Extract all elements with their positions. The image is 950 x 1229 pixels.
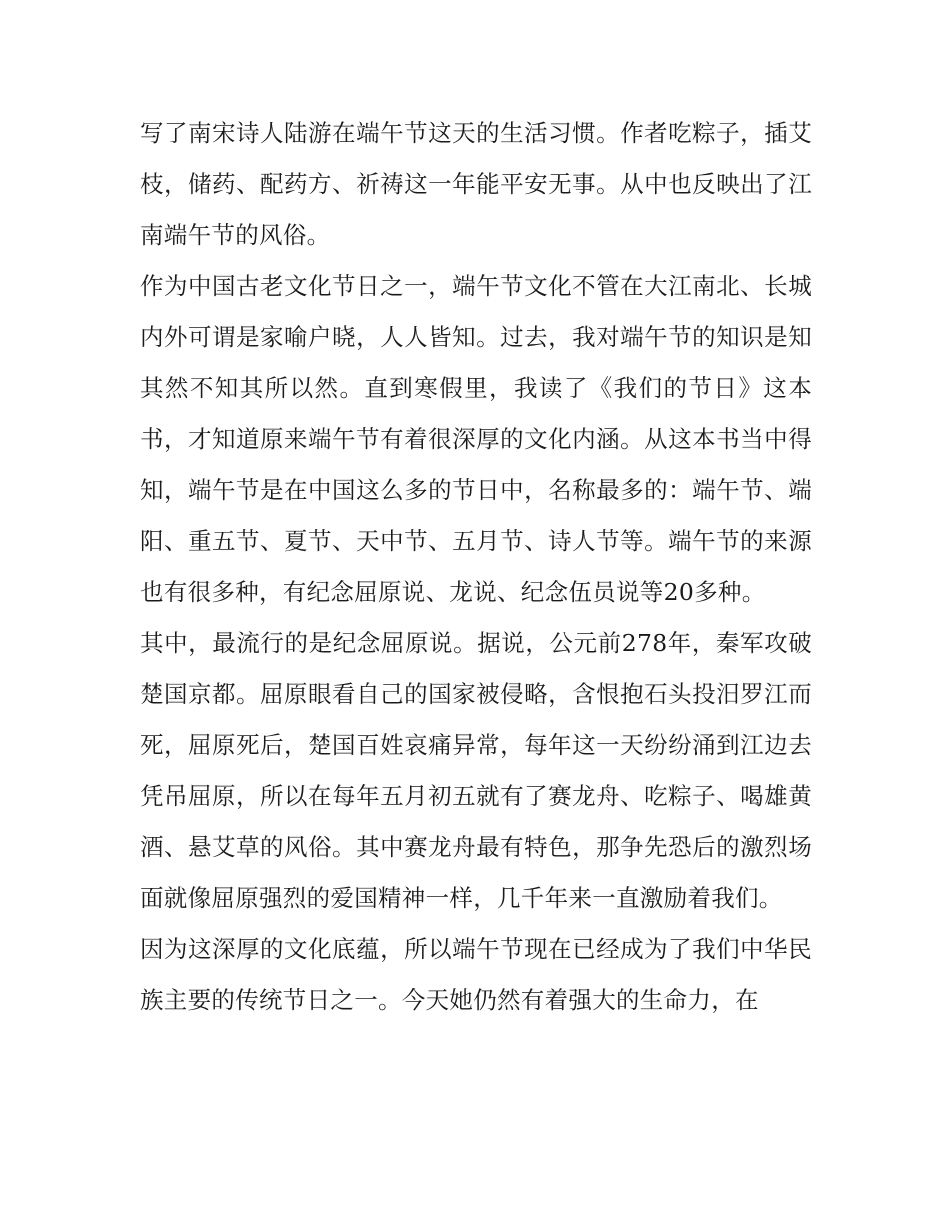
paragraph-2: 作为中国古老文化节日之一，端午节文化不管在大江南北、长城内外可谓是家喻户晓，人人皆知。过去，我对端午节的知识是知其然不知其所以然。直到寒假里，我读了《我们的节日》这本书，才知道原来端午节有着很深厚的文化内涵。从这本书当中得知，端午节是在中国这么多的节日中，名称最多的：端午节、端阳、重五节、夏节、天中节、五月节、诗人节等。端午节的来源也有很多种，有纪念屈原说、龙说、纪念伍员说等20多种。 <box>140 272 812 606</box>
paragraph-4: 因为这深厚的文化底蕴，所以端午节现在已经成为了我们中华民族主要的传统节日之一。今天她仍然有着强大的生命力，在 <box>140 935 812 1014</box>
paragraph-3: 其中，最流行的是纪念屈原说。据说，公元前278年，秦军攻破楚国京都。屈原眼看自己的国家被侵略，含恨抱石头投汨罗江而死，屈原死后，楚国百姓哀痛异常，每年这一天纷纷涌到江边去凭吊屈原，所以在每年五月初五就有了赛龙舟、吃粽子、喝雄黄酒、悬艾草的风俗。其中赛龙舟最有特色，那争先恐后的激烈场面就像屈原强烈的爱国精神一样，几千年来一直激励着我们。 <box>140 629 812 912</box>
body-text <box>140 108 812 1026</box>
paragraph-1: 写了南宋诗人陆游在端午节这天的生活习惯。作者吃粽子，插艾枝，储药、配药方、祈祷这一年能平安无事。从中也反映出了江南端午节的风俗。 <box>140 119 812 249</box>
